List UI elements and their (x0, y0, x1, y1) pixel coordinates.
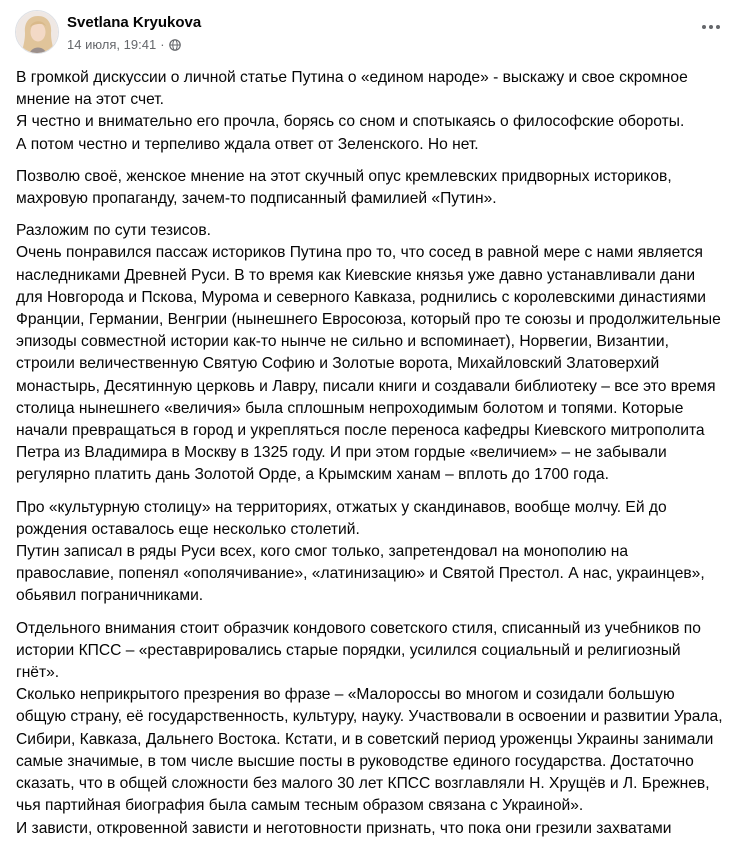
paragraph (16, 497, 726, 608)
post-meta (67, 37, 181, 52)
text-line: В громкой дискуссии о личной статье Путина о «едином народе» - выскажу и свое скромное мнение на этот счет. (16, 69, 688, 109)
text-line: Позволю своё, женское мнение на этот скучный опус кремлевских придворных историков, махровую пропаганду, зачем-то подписанный фамилией «Путин». (16, 167, 672, 208)
post-body (16, 67, 726, 850)
paragraph (16, 67, 726, 156)
paragraph (16, 618, 726, 840)
text-line: Сколько неприкрытого презрения во фразе – «Малороссы во многом и созидали большую общую страну, её государственность, культуру, науку. Участвовали в освоении и развитии Урала, Сибири, Кавказа, Дальнего Востока. Кстати, и в советский период уроженцы Украины занимали самые значимые, в том числе высшие посты в руководстве единого государства. Достаточно сказать, что в общей сложности без малого 30 лет КПСС возглавляли Н. Хрущёв и Л. Брежнев, чья партийная биография была самым тесным образом связана с Украиной». (16, 686, 723, 815)
author-name[interactable]: Svetlana Kryukova (67, 14, 202, 31)
more-options-icon[interactable] (697, 16, 725, 38)
text-line: Путин записал в ряды Руси всех, кого смог только, запретендовал на монополию на православие, попенял «ополячивание», «латинизацию» и Святой Престол. А нас, украинцев», обьявил пограничниками. (16, 543, 705, 605)
text-line: Отдельного внимания стоит образчик кондового советского стиля, списанный из учебников по истории КПСС – «реставрировались старые порядки, усилился социальный и религиозный гнёт». (16, 619, 701, 682)
text-line: А потом честно и терпеливо ждала ответ от Зеленского. Но нет. (16, 135, 479, 153)
text-line: И зависти, откровенной зависти и неготовности признать, что пока они грезили захватами (16, 819, 672, 837)
avatar[interactable] (15, 10, 59, 54)
text-line: Разложим по сути тезисов. (16, 222, 211, 240)
globe-icon[interactable] (169, 39, 181, 51)
text-line: Про «культурную столицу» на территориях, отжатых у скандинавов, вообще молчу. Ей до рождения оставалось еще несколько столетий. (16, 498, 667, 538)
text-line: Очень понравился пассаж историков Путина про то, что сосед в равной мере с нами является наследниками Древней Руси. В то время как Киевские князья уже давно устанавливали дани для Новгорода и Пскова, Мурома и северного Кавказа, роднились с королевскими династиями Франции, Германии, Венгрии (нынешнего Евросоюза, который про те союзы и продолжительные эпизоды совместной истории как-то нынче не сильно и вспоминает), Норвегии, Византии, строили величественную Святую Софию и Золотые ворота, Михайловский Златоверхий монастырь, Десятинную церковь и Лавру, писали книги и создавали библиотеку – все это время столица нынешнего «величия» была сплошным непроходимым болотом и топями. Которые начали превращаться в город и укрепляться после переноса кафедры Киевского митрополита Петра из Владимира в Москву в 1325 году. И при этом гордые «величием» – не забывали регулярно платить дань Золотой Орде, а Крымским ханам – вплоть до 1700 года. (16, 244, 721, 484)
post-header (15, 10, 725, 60)
paragraph (16, 166, 726, 210)
paragraph (16, 220, 726, 486)
meta-separator: · (160, 37, 165, 52)
text-line: Я честно и внимательно его прочла, борясь со сном и спотыкаясь о философские обороты. (16, 113, 685, 131)
post-date[interactable]: 14 июля, 19:41 (67, 37, 157, 52)
